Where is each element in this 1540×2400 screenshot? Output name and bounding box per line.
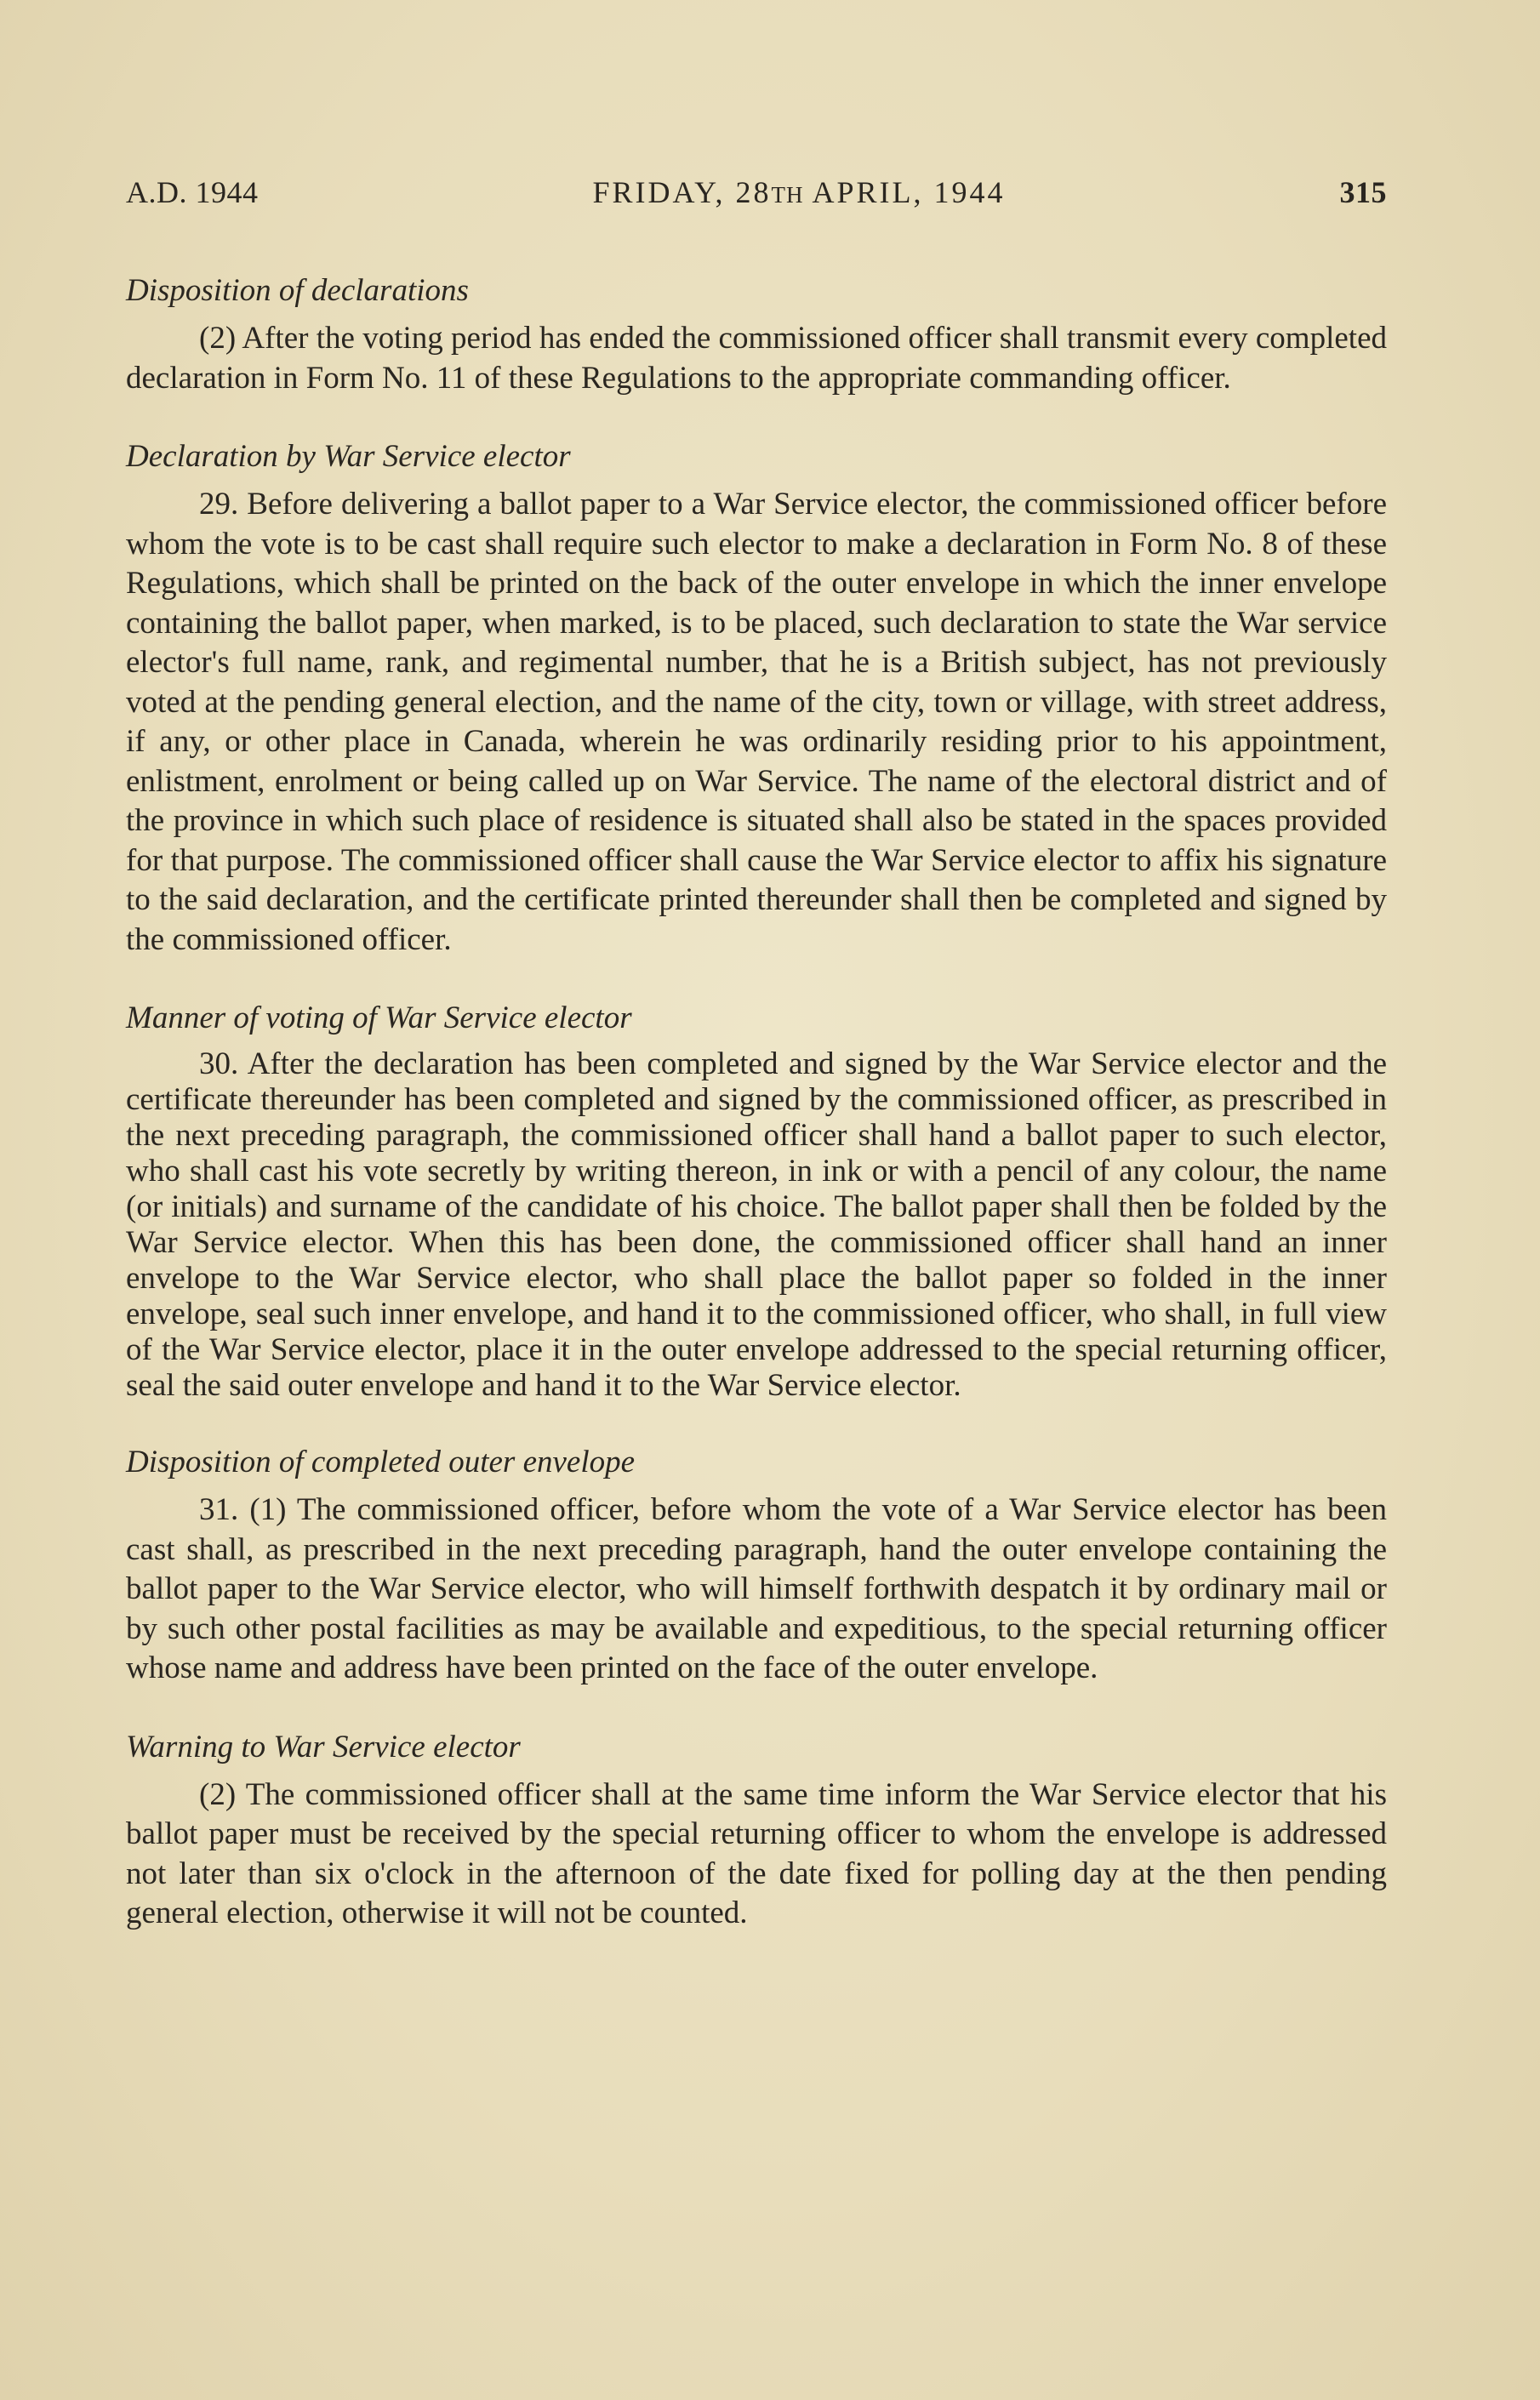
paragraph: 31. (1) The commissioned officer, before whom the vote of a War Service elector has been cast shall, as prescribed in the next preceding paragraph, hand the outer envelope containing the ballot paper to the War Service elector, who will himself forthwith despatch it by ordinary mail or by such other postal facilities as may be available and expeditious, to the special returning officer whose name and address have been printed on the face of the outer envelope. xyxy=(126,1492,1387,1685)
section-warning-to-war-service-elector xyxy=(126,1728,1387,1934)
page-number: 315 xyxy=(1339,175,1387,209)
section-heading: Disposition of declarations xyxy=(126,273,469,308)
section-heading: Disposition of completed outer envelope xyxy=(126,1445,636,1479)
paragraph: (2) The commissioned officer shall at the same time inform the War Service elector that his ballot paper must be received by the special returning officer to whom the envelope is addressed not later than six o'clock in the afternoon of the date fixed for polling day at the then pending general election, otherwise it will not be counted. xyxy=(126,1776,1387,1930)
section-manner-of-voting xyxy=(126,999,1387,1404)
section-heading: Manner of voting of War Service elector xyxy=(126,1000,632,1035)
section-heading: Declaration by War Service elector xyxy=(126,439,571,474)
paragraph: 29. Before delivering a ballot paper to a War Service elector, the commissioned officer before whom the vote is to be cast shall require such elector to make a declaration in Form No. 8 of these Regulations, which shall be printed on the back of the outer envelope in which the inner envelope containing the ballot paper, when marked, is to be placed, such declaration to state the War service elector's full name, rank, and regimental number, that he is a British subject, has not previously voted at the pending general election, and the name of the city, town or village, with street address, if any, or other place in Canada, wherein he was ordinarily residing prior to his appointment, enlistment, enrolment or being called up on War Service. The name of the electoral district and of the province in which such place of residence is situated shall also be stated in the spaces provided for that purpose. The commissioned officer shall cause the War Service elector to affix his signature to the said declaration, and the certificate printed thereunder shall then be completed and signed by the commissioned officer. xyxy=(126,487,1387,957)
page-body xyxy=(126,174,1387,1973)
section-heading: Warning to War Service elector xyxy=(126,1729,521,1764)
section-disposition-of-declarations xyxy=(126,271,1387,398)
section-declaration-by-war-service-elector xyxy=(126,437,1387,960)
running-header xyxy=(126,174,1387,210)
paragraph: (2) After the voting period has ended the commissioned officer shall transmit every completed declaration in Form No. 11 of these Regulations to the appropriate commanding officer. xyxy=(126,321,1387,396)
header-year: A.D. 1944 xyxy=(126,175,259,209)
header-date: FRIDAY, 28TH APRIL, 1944 xyxy=(592,175,1006,209)
paragraph: 30. After the declaration has been completed and signed by the War Service elector and the certificate thereunder has been completed and signed by the commissioned officer, as prescribed in the next preceding paragraph, the commissioned officer shall hand a ballot paper to such elector, who shall cast his vote secretly by writing thereon, in ink or with a pencil of any colour, the name (or initials) and surname of the candidate of his choice. The ballot paper shall then be folded by the War Service elector. When this has been done, the commissioned officer shall hand an inner envelope to the War Service elector, who shall place the ballot paper so folded in the inner envelope, seal such inner envelope, and hand it to the commissioned officer, who shall, in full view of the War Service elector, place it in the outer envelope addressed to the special returning officer, seal the said outer envelope and hand it to the War Service elector. xyxy=(126,1046,1387,1403)
section-disposition-of-completed-outer-envelope xyxy=(126,1443,1387,1689)
